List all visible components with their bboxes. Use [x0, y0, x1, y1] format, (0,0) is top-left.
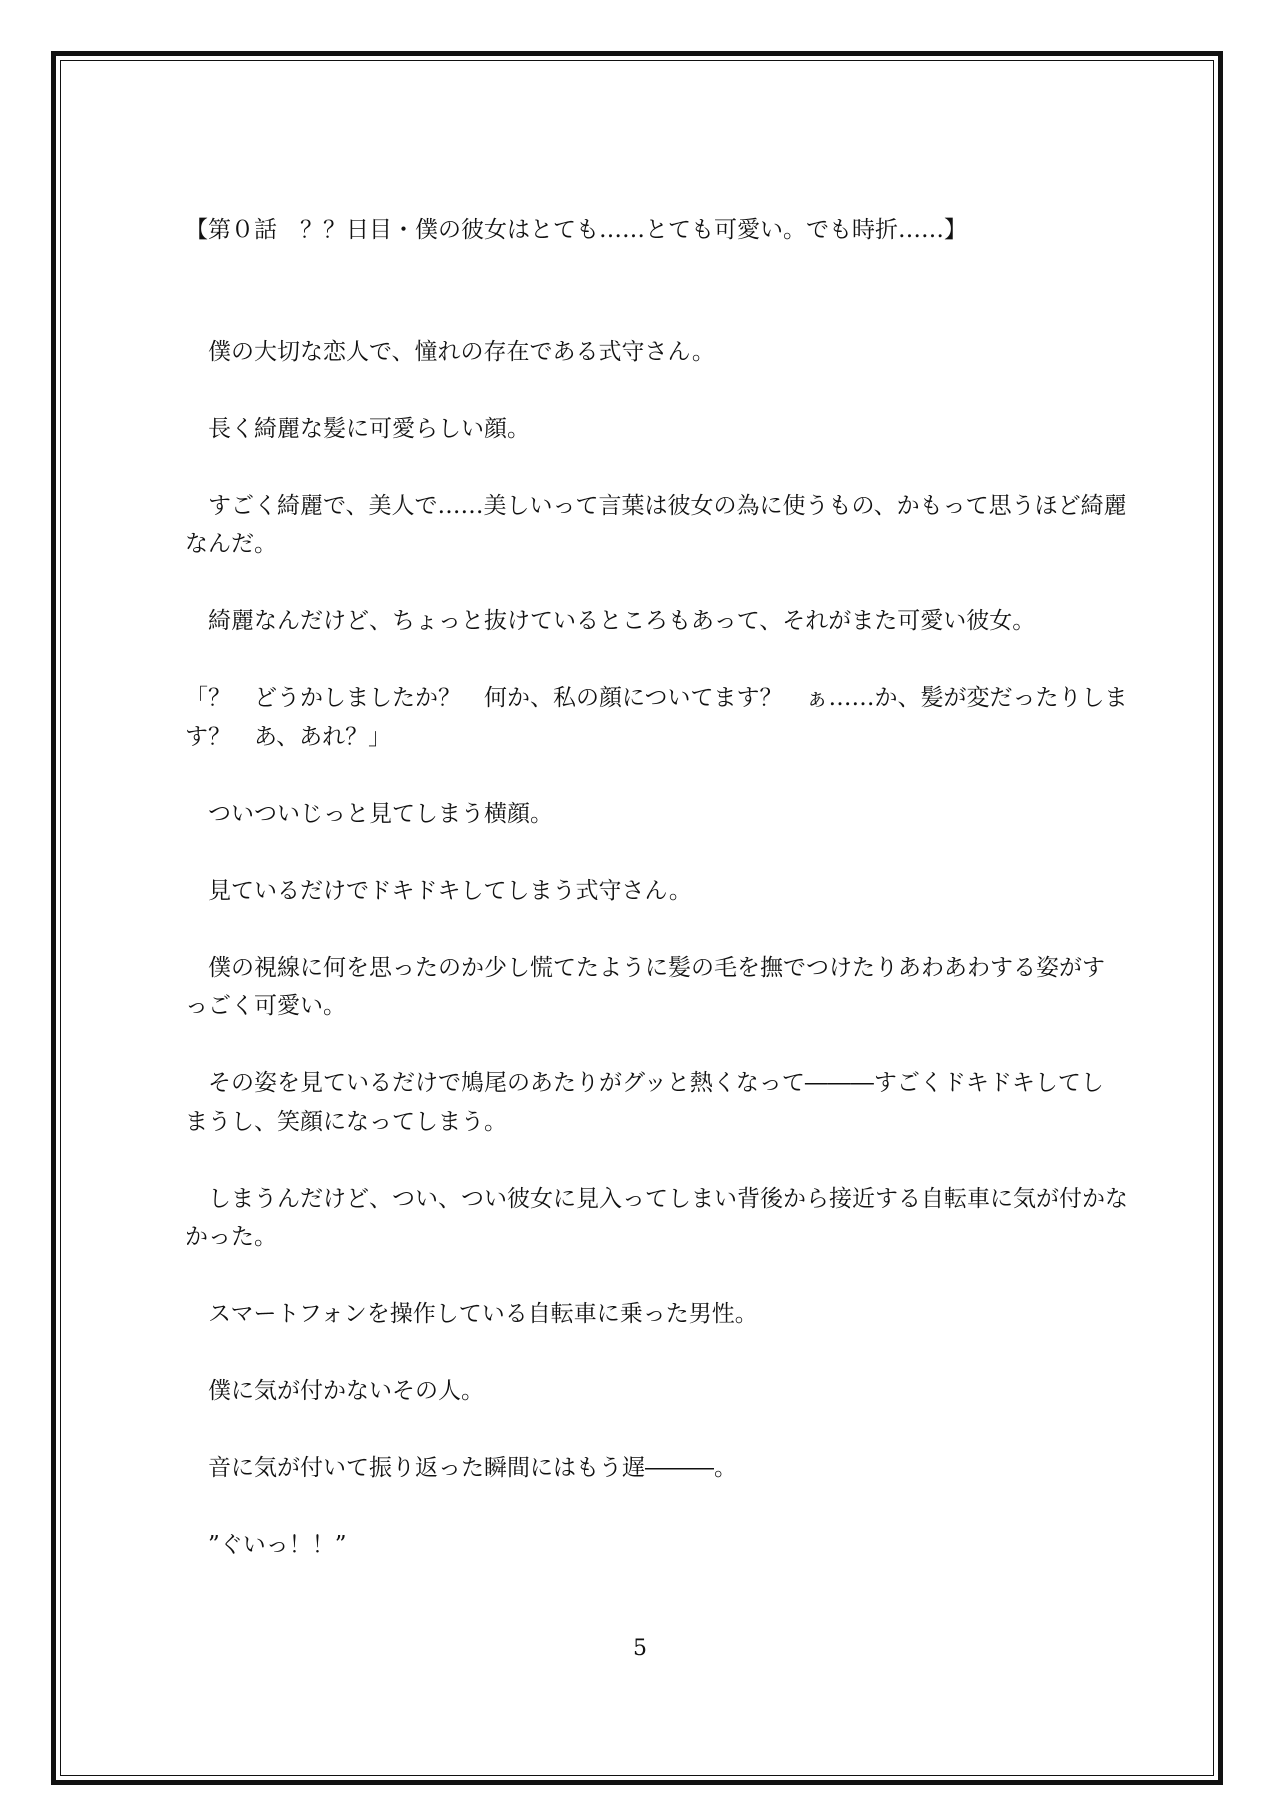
paragraph: [185, 949, 1115, 1026]
paragraph-line: 音に気が付いて振り返った瞬間にはもう遅―――。: [208, 1455, 737, 1481]
paragraph-line: ”ぐいっ！！”: [208, 1532, 347, 1558]
paragraph: [185, 1526, 1115, 1565]
paragraph: [185, 1295, 1115, 1334]
paragraph-line: す？ あ、あれ？」: [185, 723, 392, 750]
paragraph-line: しまうんだけど、つい、つい彼女に見入ってしまい背後から接近する自転車に気が付かな: [208, 1185, 1128, 1212]
paragraph-list: [185, 333, 1128, 1565]
paragraph: [185, 795, 1115, 834]
paragraph-line: すごく綺麗で、美人で……美しいって言葉は彼女の為に使うもの、かもって思うほど綺麗: [208, 492, 1127, 519]
paragraph-line: なんだ。: [185, 531, 277, 557]
paragraph-line: 綺麗なんだけど、ちょっと抜けているところもあって、それがまた可愛い彼女。: [208, 608, 1036, 634]
paragraph: [185, 333, 1115, 372]
paragraph: [185, 1449, 1115, 1488]
paragraph-line: 見ているだけでドキドキしてしまう式守さん。: [208, 877, 692, 904]
paragraph: [185, 1180, 1128, 1257]
chapter-title: 【第０話 ？？日目・僕の彼女はとても……とても可愛い。でも時折……】: [185, 217, 967, 243]
paragraph-line: っごく可愛い。: [185, 993, 346, 1019]
paragraph-line: その姿を見ているだけで鳩尾のあたりがグッと熱くなって―――すごくドキドキしてし: [208, 1070, 1104, 1096]
paragraph-line: まうし、笑顔になってしまう。: [185, 1108, 507, 1135]
paragraph-line: 長く綺麗な髪に可愛らしい顔。: [208, 415, 530, 442]
paragraph: [185, 679, 1128, 756]
paragraph: [185, 410, 1115, 449]
paragraph: [185, 872, 1115, 911]
paragraph-line: 「？ どうかしましたか？ 何か、私の顔についてます？ ぁ……か、髪が変だったりしま: [185, 685, 1128, 711]
paragraph: [185, 1372, 1115, 1411]
paragraph: [185, 602, 1115, 641]
paragraph-line: ついついじっと見てしまう横顔。: [208, 800, 553, 827]
paragraph-line: スマートフォンを操作している自転車に乗った男性。: [208, 1301, 758, 1327]
paragraph: [185, 487, 1127, 564]
document-body: [185, 211, 1128, 1603]
page-number: 5: [633, 1636, 647, 1661]
paragraph: [185, 1064, 1115, 1141]
paragraph-line: かった。: [185, 1224, 277, 1250]
paragraph-line: 僕の大切な恋人で、憧れの存在である式守さん。: [208, 338, 715, 365]
paragraph-line: 僕に気が付かないその人。: [208, 1378, 484, 1404]
paragraph-line: 僕の視線に何を思ったのか少し慌てたように髪の毛を撫でつけたりあわあわする姿がす: [208, 954, 1105, 981]
